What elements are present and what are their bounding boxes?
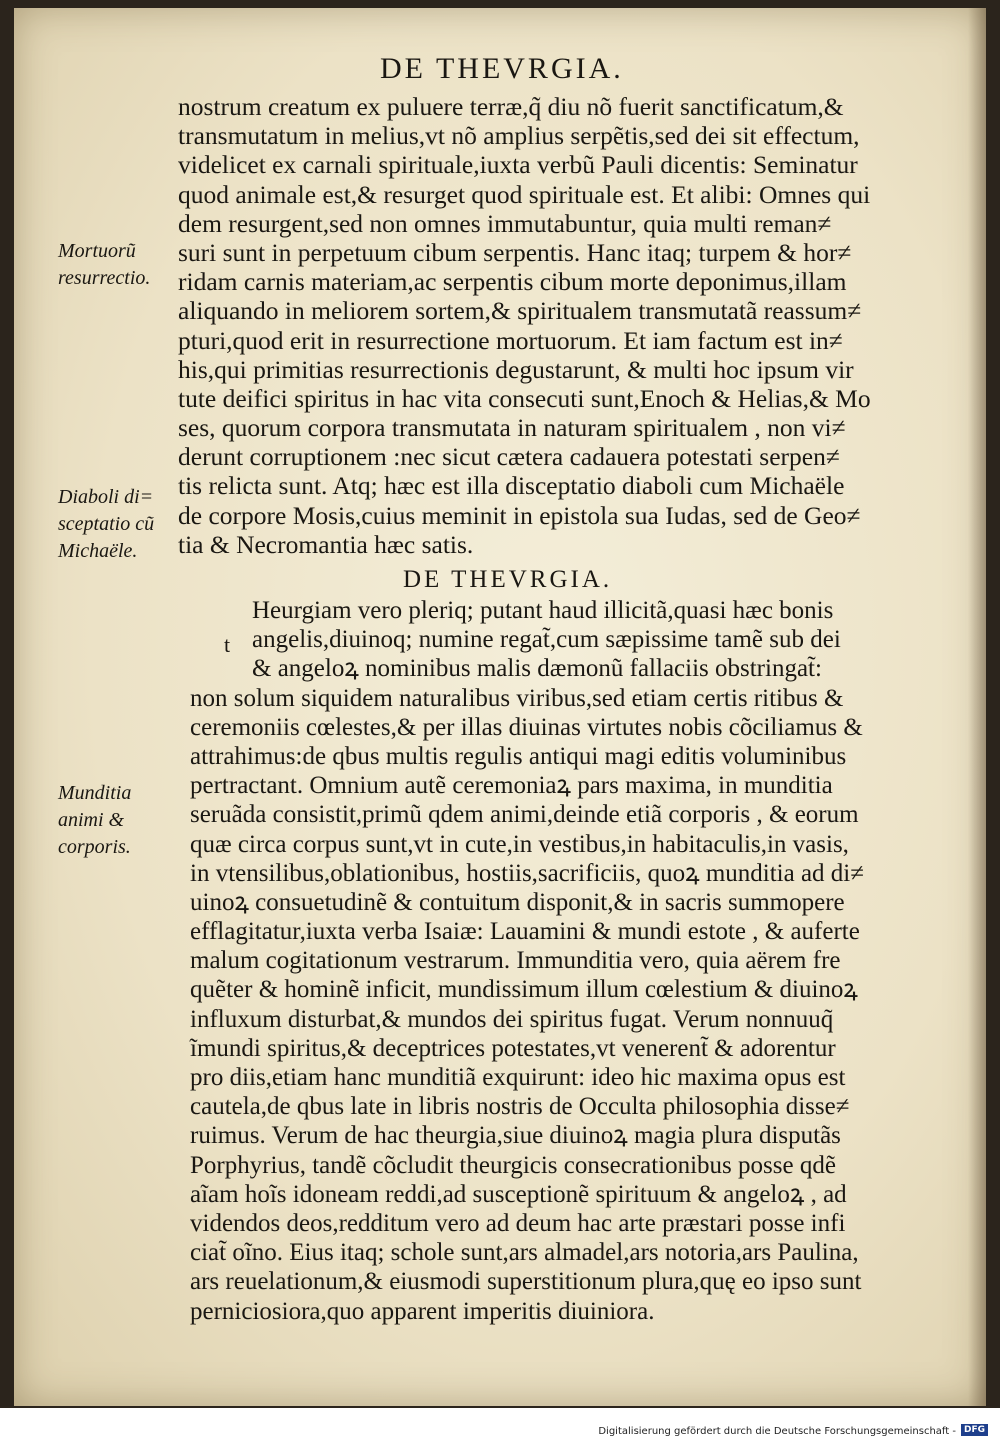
initial-letter: t [224, 632, 231, 657]
text-line: videlicet ex carnali spirituale,iuxta verbũ Pauli dicentis: Seminatur [178, 150, 858, 180]
text-line: ĩmundi spiritus,& deceptrices potestates,vt venerent̃ & adorentur [190, 1034, 836, 1062]
text-line: de corpore Mosis,cuius meminit in epistola sua Iudas, sed de Geo≠ [178, 500, 861, 530]
marginal-line: animi & [58, 809, 125, 831]
text-line: ruimus. Verum de hac theurgia,siue diuinoꝝ magia plura disputãs [190, 1122, 841, 1150]
text-line: aliquando in meliorem sortem,& spiritualem transmutatã reassum≠ [178, 296, 862, 326]
text-line: ciat̃ oĩno. Eius itaq; schole sunt,ars almadel,ars notoria,ars Paulina, [190, 1239, 859, 1267]
text-line: seruãda consistit,primũ qdem animi,deinde etiã corporis , & eorum [190, 801, 859, 829]
text-line: attrahimus:de qbus multis regulis antiqui magi editis voluminibus [190, 742, 847, 770]
text-line: uinoꝝ consuetudinẽ & contuitum disponit,& in sacris summopere [190, 888, 845, 916]
text-line: efflagitatur,iuxta verba Isaiæ: Lauamini & mundi estote , & auferte [190, 918, 860, 946]
text-line: videndos deos,redditum vero ad deum hac arte præstari posse infi [190, 1209, 846, 1237]
text-line: transmutatum in melius,vt nõ amplius serpẽtis,sed dei sit effectum, [178, 121, 860, 151]
text-line: non solum siquidem naturalibus viribus,sed etiam certis ritibus & [190, 684, 844, 712]
text-line: influxum disturbat,& mundos dei spiritus fugat. Verum nonnuuq̃ [190, 1005, 834, 1033]
marginal-line: resurrectio. [58, 267, 151, 289]
digitization-footer [0, 1408, 1000, 1438]
text-line: pro diis,etiam hanc munditiã exquirunt: ideo hic maxima opus est [190, 1064, 846, 1091]
running-head: DE THEVRGIA. [380, 52, 624, 85]
marginal-note-munditia [58, 780, 178, 861]
marginal-note-resurrection [58, 238, 178, 292]
text-line: pturi,quod erit in resurrectione mortuorum. Et iam factum est in≠ [178, 325, 843, 355]
text-line: tia & Necromantia hæc satis. [178, 529, 474, 559]
text-line: pertractant. Omnium autẽ ceremoniaꝝ pars maxima, in munditia [190, 772, 833, 800]
text-line: tis relicta sunt. Atq; hæc est illa disceptatio diaboli cum Michaële [178, 471, 845, 501]
marginal-line: corporis. [58, 836, 131, 858]
text-line: quæ circa corpus sunt,vt in cute,in vestibus,in habitaculis,in vasis, [190, 830, 849, 858]
text-line: Heurgiam vero pleriq; putant haud illicitã,quasi hæc bonis [252, 597, 834, 624]
text-line: angelis,diuinoq; numine regat̃,cum sæpissime tamẽ sub dei [252, 626, 841, 654]
text-line: aĩam hoĩs idoneam reddi,ad susceptionẽ spirituum & angeloꝝ , ad [190, 1180, 847, 1208]
lower-text-block [190, 596, 950, 1326]
text-line: ars reuelationum,& eiusmodi superstitionum plura,quę eo ipso sunt [190, 1268, 862, 1296]
text-line: suri sunt in perpetuum cibum serpentis. Hanc itaq; turpem & hor≠ [178, 237, 852, 267]
marginal-line: sceptatio cũ [58, 513, 155, 535]
text-line: quẽter & hominẽ inficit, mundissimum illum cœlestium & diuinoꝝ [190, 976, 858, 1004]
page-spine-shadow [968, 8, 986, 1406]
marginal-line: Munditia [58, 782, 132, 804]
text-line: dem resurgent,sed non omnes immutabuntur, quia multi reman≠ [178, 208, 832, 238]
text-line: in vtensilibus,oblationibus, hostiis,sacrificiis, quoꝝ munditia ad di≠ [190, 859, 864, 887]
section-heading: DE THEVRGIA. [403, 566, 613, 593]
text-line: & angeloꝝ nominibus malis dæmonũ fallaciis obstringat̃: [252, 655, 822, 683]
text-line: nostrum creatum ex puluere terræ,q̃ diu nõ fuerit sanctificatum,& [178, 92, 844, 121]
text-line: quod animale est,& resurget quod spirituale est. Et alibi: Omnes qui [178, 179, 871, 209]
footer-credit: Digitalisierung gefördert durch die Deutsche Forschungsgemeinschaft - [598, 1426, 956, 1437]
marginal-line: Mortuorũ [58, 240, 136, 262]
text-line: tute deifici spiritus in hac vita consecuti sunt,Enoch & Helias,& Mo [178, 383, 871, 413]
text-line: malum cogitationum vestrarum. Immunditia vero, quia aërem fre [190, 947, 841, 975]
text-line: perniciosiora,quo apparent imperitis diuiniora. [190, 1297, 655, 1325]
text-line: cautela,de qbus late in libris nostris de Occulta philosophia disse≠ [190, 1093, 850, 1121]
text-line: his,qui primitias resurrectionis degustarunt, & multi hoc ipsum vir [178, 354, 854, 384]
marginal-line: Diaboli di= [58, 486, 154, 508]
dfg-logo: DFG [961, 1424, 988, 1436]
upper-text-block [178, 92, 958, 559]
marginal-line: Michaële. [58, 540, 138, 562]
text-line: ridam carnis materiam,ac serpentis cibum morte deponimus,illam [178, 267, 847, 297]
text-line: ses, quorum corpora transmutata in naturam spiritualem , non vi≠ [178, 413, 846, 443]
text-line: ceremoniis cœlestes,& per illas diuinas virtutes nobis cõciliamus & [190, 713, 863, 741]
text-line: derunt corruptionem :nec sicut cætera cadauera potestati serpen≠ [178, 442, 840, 472]
text-line: Porphyrius, tandẽ cõcludit theurgicis consecrationibus posse qdẽ [190, 1151, 836, 1179]
marginal-note-disputation [58, 484, 178, 565]
